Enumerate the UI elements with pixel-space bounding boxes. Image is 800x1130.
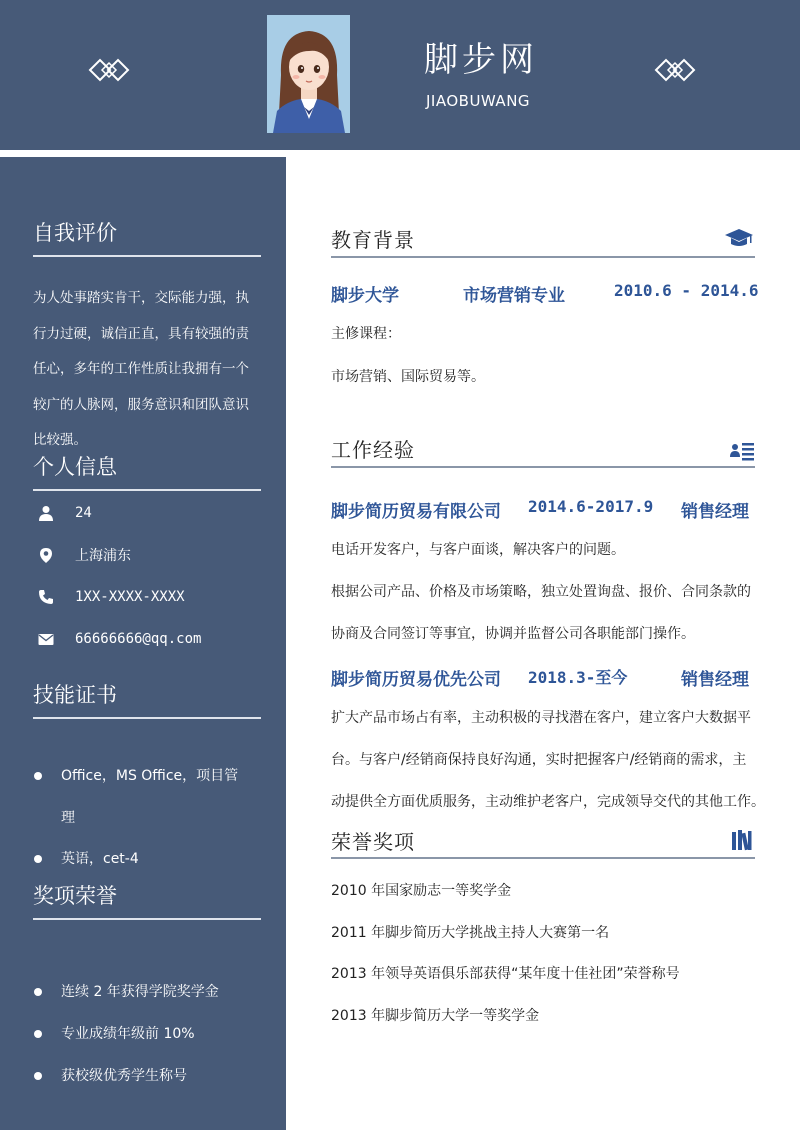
personal-info-title: 个人信息 (33, 455, 117, 479)
skill-item-1-cont: 理 (61, 810, 75, 826)
divider (331, 466, 755, 468)
job-role: 销售经理 (681, 670, 749, 690)
brand-pinyin: JIAOBUWANG (426, 92, 531, 110)
mail-icon (38, 631, 54, 647)
divider (331, 256, 755, 258)
job-desc-line: 动提供全方面优质服务，主动维护老客户，完成领导交代的其他工作。 (331, 794, 765, 810)
skills-title: 技能证书 (33, 683, 117, 707)
bullet-dot (34, 855, 42, 863)
award-item: 专业成绩年级前 10% (61, 1026, 195, 1042)
job-desc-line: 协商及合同签订等事宜，协调并监督公司各职能部门操作。 (331, 626, 695, 642)
honor-item: 2010 年国家励志一等奖学金 (331, 883, 512, 899)
location-pin-icon (38, 547, 54, 563)
job-desc-line: 电话开发客户，与客户面谈，解决客户的问题。 (331, 542, 625, 558)
school-name: 脚步大学 (331, 286, 399, 306)
info-location (38, 543, 131, 567)
honors-title: 荣誉奖项 (331, 830, 415, 854)
job-company: 脚步简历贸易优先公司 (331, 670, 501, 690)
courses-label: 主修课程： (331, 326, 401, 342)
job-header (331, 665, 757, 689)
diamond-ornament-icon (88, 58, 130, 86)
info-email (38, 627, 202, 651)
awards-title: 奖项荣誉 (33, 884, 117, 908)
honor-item: 2013 年领导英语俱乐部获得“某年度十佳社团”荣誉称号 (331, 966, 680, 982)
profile-photo (267, 15, 350, 133)
award-item: 获校级优秀学生称号 (61, 1068, 187, 1084)
job-role: 销售经理 (681, 502, 749, 522)
divider (33, 918, 261, 920)
job-header (331, 497, 757, 521)
courses-text: 市场营销、国际贸易等。 (331, 369, 485, 385)
person-icon (38, 505, 54, 521)
bullet-dot (34, 1030, 42, 1038)
award-item: 连续 2 年获得学院奖学金 (61, 984, 219, 1000)
job-period: 2018.3-至今 (528, 668, 628, 687)
honor-item: 2013 年脚步简历大学一等奖学金 (331, 1008, 540, 1024)
age-value: 24 (75, 505, 92, 521)
self-eval-text: 为人处事踏实肯干，交际能力强，执行力过硬，诚信正直，具有较强的责任心，多年的工作性质让我拥有一个较广的人脉网，服务意识和团队意识比较强。 (33, 290, 249, 448)
major-name: 市场营销专业 (463, 286, 565, 306)
skill-item-1: Office，MS Office，项目管 (61, 768, 239, 784)
job-period: 2014.6-2017.9 (528, 497, 654, 516)
divider (331, 857, 755, 859)
brand-name: 脚步网 (424, 40, 538, 80)
skill-item-2: 英语，cet-4 (61, 851, 139, 867)
education-title: 教育背景 (331, 228, 415, 252)
bullet-dot (34, 988, 42, 996)
divider (33, 255, 261, 257)
location-value: 上海浦东 (75, 548, 131, 564)
info-phone (38, 585, 185, 609)
job-company: 脚步简历贸易有限公司 (331, 502, 501, 522)
self-eval-title: 自我评价 (33, 221, 117, 245)
experience-title: 工作经验 (331, 438, 415, 462)
header-banner (0, 0, 800, 150)
phone-value: 1XX-XXXX-XXXX (75, 589, 185, 605)
sidebar (0, 157, 286, 1130)
diamond-ornament-icon (654, 58, 696, 86)
divider (33, 717, 261, 719)
phone-icon (38, 589, 54, 605)
graduation-cap-icon (724, 227, 754, 253)
contact-card-icon (730, 441, 754, 465)
honor-item: 2011 年脚步简历大学挑战主持人大赛第一名 (331, 925, 610, 941)
info-age (38, 501, 92, 525)
job-desc-line: 扩大产品市场占有率，主动积极的寻找潜在客户，建立客户大数据平 (331, 710, 751, 726)
job-desc-line: 根据公司产品、价格及市场策略，独立处置询盘、报价、合同条款的 (331, 584, 751, 600)
job-desc-line: 台。与客户/经销商保持良好沟通，实时把握客户/经销商的需求，主 (331, 752, 747, 768)
bullet-dot (34, 1072, 42, 1080)
divider (33, 489, 261, 491)
books-icon (731, 829, 753, 855)
education-period: 2010.6 - 2014.6 (614, 281, 759, 300)
email-value: 66666666@qq.com (75, 631, 202, 647)
education-row (331, 281, 757, 305)
bullet-dot (34, 772, 42, 780)
